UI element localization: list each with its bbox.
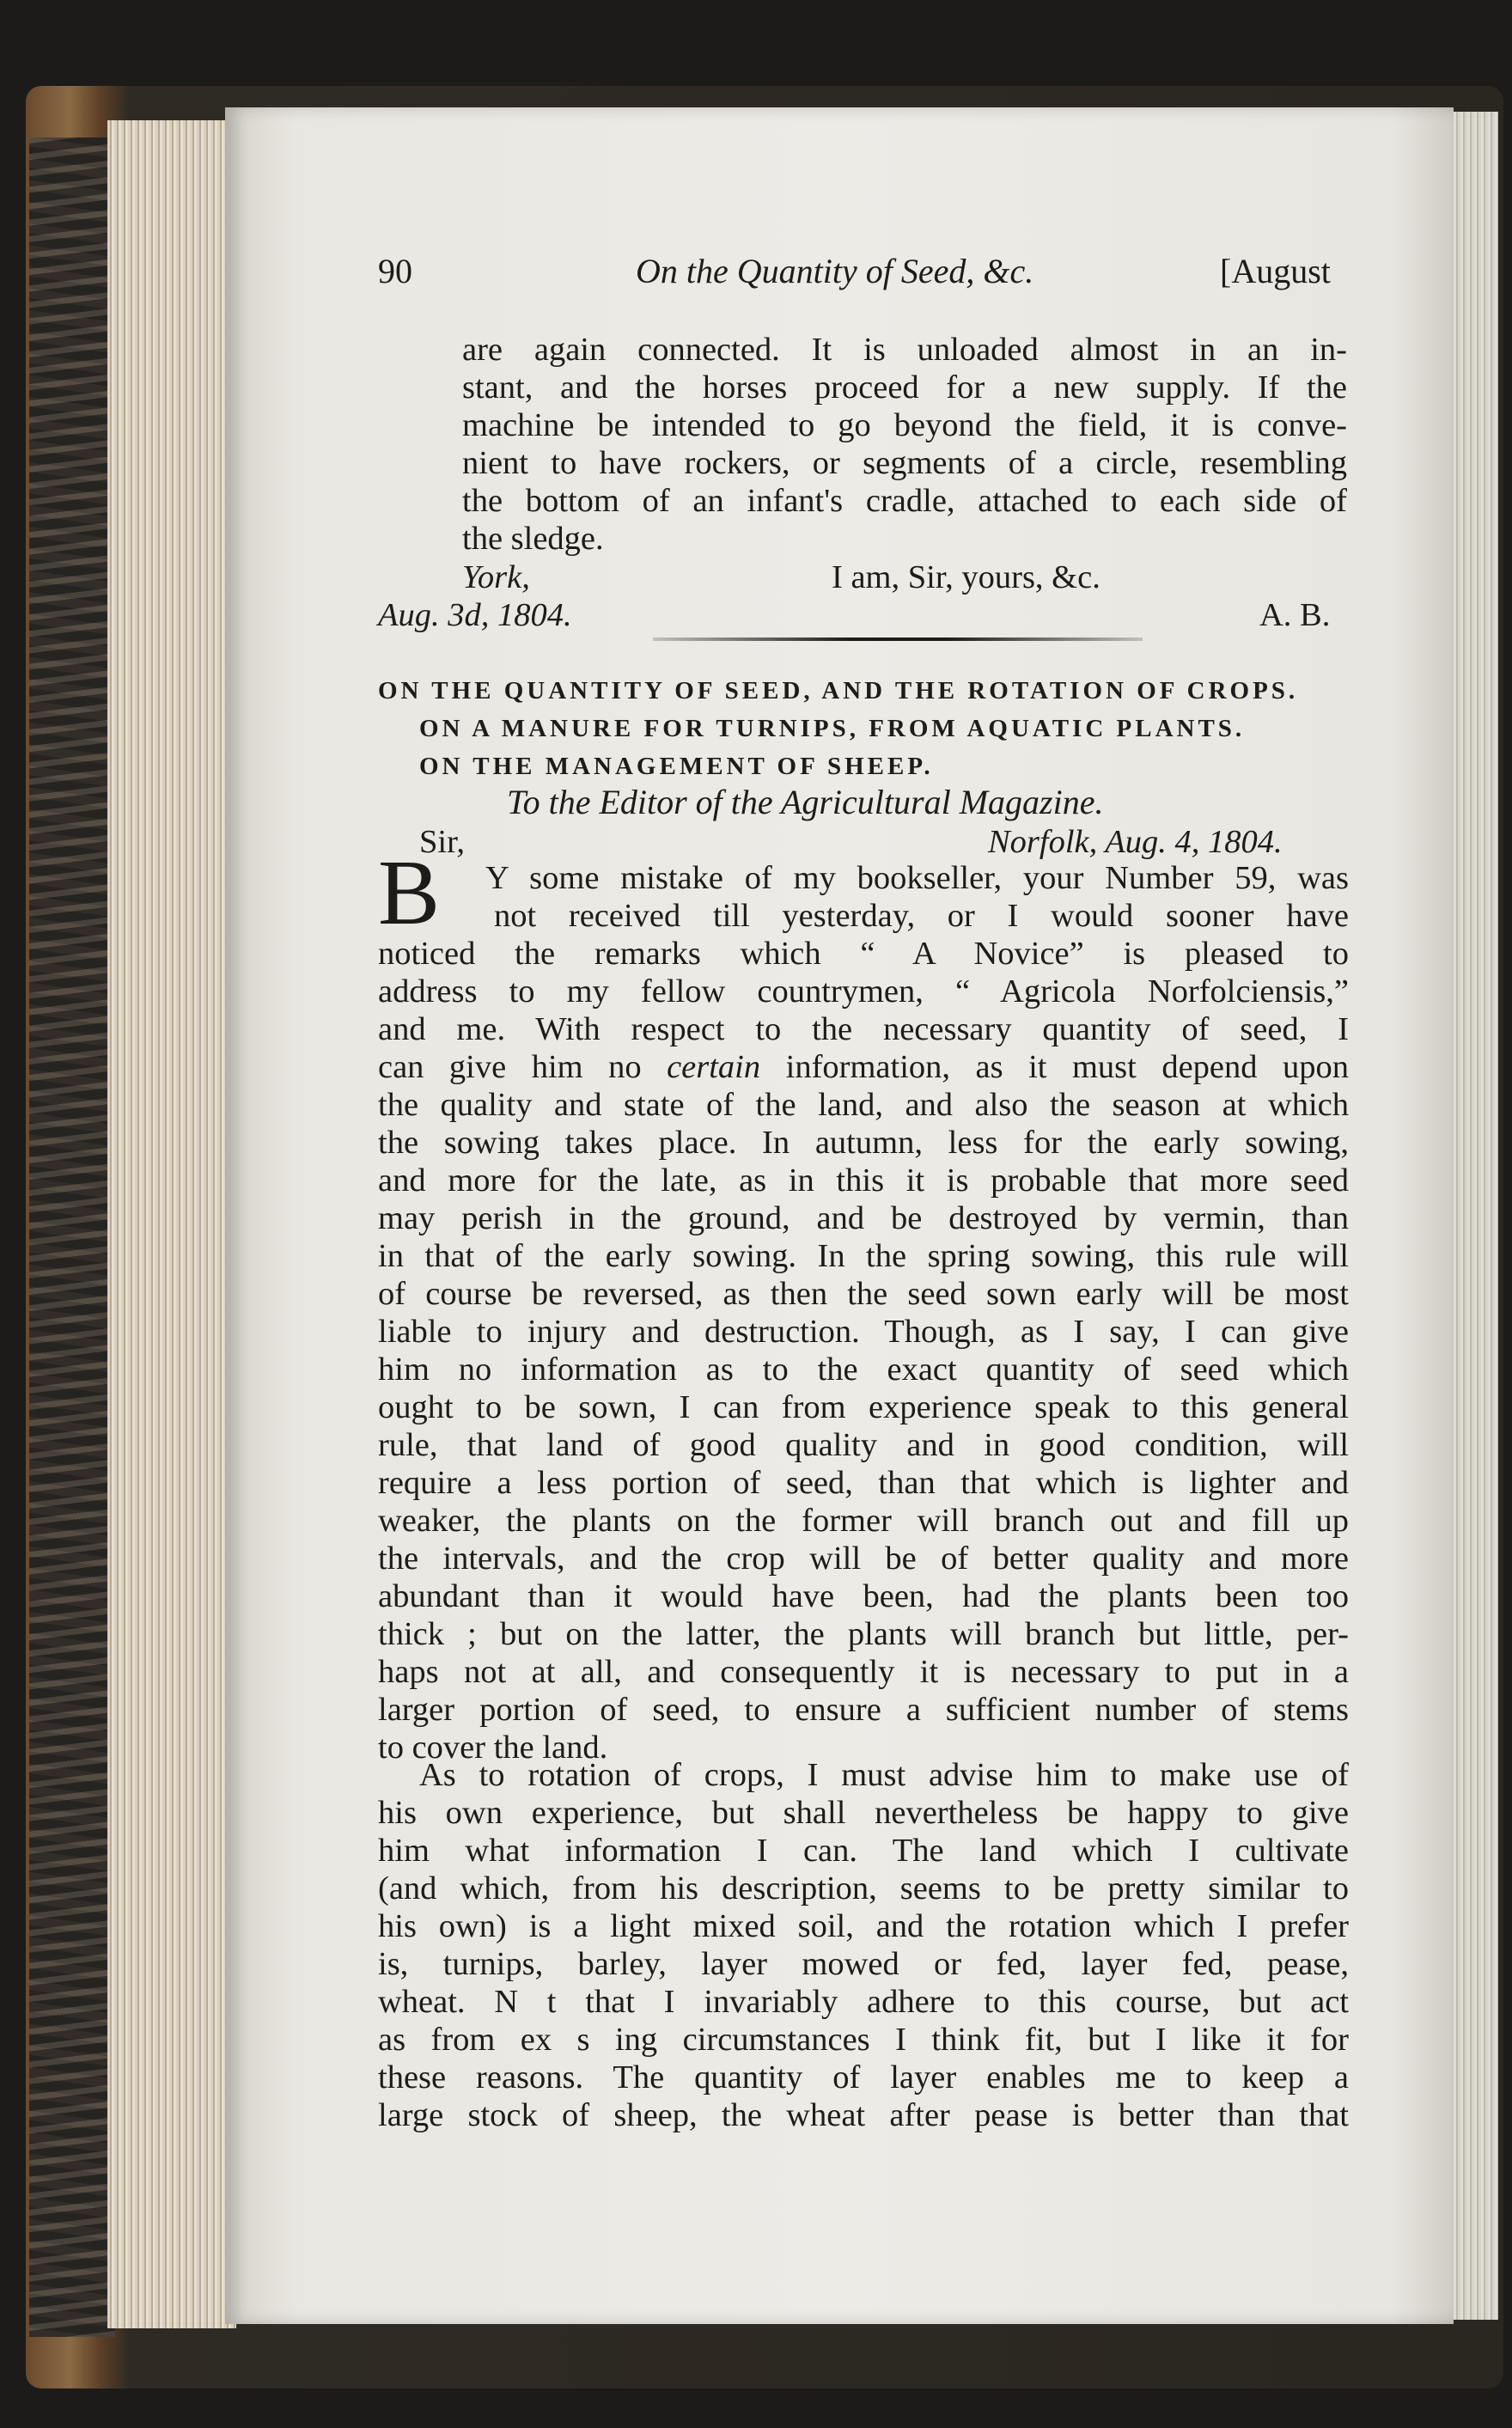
text-line: liable to injury and destruction. Though, as I say, I can give — [378, 1314, 1349, 1350]
text-line: (and which, from his description, seems to be pretty similar to — [378, 1870, 1349, 1906]
running-month: [August — [1220, 252, 1331, 290]
article-title-3: ON THE MANAGEMENT OF SHEEP. — [419, 753, 934, 780]
text-line: are again connected. It is unloaded almost in an in- — [462, 332, 1347, 368]
signoff-closing: I am, Sir, yours, &c. — [832, 559, 1100, 595]
page-number: 90 — [378, 252, 412, 290]
salutation: Sir, — [419, 824, 466, 860]
page-edges-right — [1454, 112, 1498, 2320]
text-line: abundant than it would have been, had the plants been too — [378, 1578, 1349, 1614]
text-line: stant, and the horses proceed for a new supply. If the — [462, 369, 1347, 406]
text-line: As to rotation of crops, I must advise him to make use of — [419, 1757, 1349, 1793]
marbled-endpaper — [29, 137, 115, 2337]
text-line: Y some mistake of my bookseller, your Number 59, was — [485, 860, 1349, 896]
text-line: the intervals, and the crop will be of better quality and more — [378, 1540, 1349, 1577]
text-line: in that of the early sowing. In the spring sowing, this rule will — [378, 1238, 1349, 1274]
text-line: machine be intended to go beyond the field, it is conve- — [462, 407, 1347, 443]
text-line: require a less portion of seed, than that which is lighter and — [378, 1465, 1349, 1501]
text-line: ought to be sown, I can from experience speak to this general — [378, 1389, 1349, 1425]
text-line: haps not at all, and consequently it is necessary to put in a — [378, 1654, 1349, 1690]
text-line: thick ; but on the latter, the plants will branch but little, per- — [378, 1616, 1349, 1652]
running-title: On the Quantity of Seed, &c. — [636, 252, 1034, 290]
text-line: his own) is a light mixed soil, and the rotation which I prefer — [378, 1908, 1349, 1944]
text-line: not received till yesterday, or I would sooner have — [494, 898, 1349, 934]
text-line: rule, that land of good quality and in good condition, will — [378, 1427, 1349, 1463]
text-line: his own experience, but shall nevertheless be happy to give — [378, 1795, 1349, 1831]
text-line: of course be reversed, as then the seed sown early will be most — [378, 1276, 1349, 1312]
section-divider — [653, 638, 1143, 641]
article-title-2: ON A MANURE FOR TURNIPS, FROM AQUATIC PLANTS. — [419, 715, 1246, 742]
text-line: weaker, the plants on the former will branch out and fill up — [378, 1503, 1349, 1539]
address-line: To the Editor of the Agricultural Magazine. — [507, 783, 1104, 821]
text-line: him what information I can. The land which I cultivate — [378, 1833, 1349, 1869]
text-line: address to my fellow countrymen, “ Agricola Norfolciensis,” — [378, 973, 1349, 1010]
drop-cap: B — [378, 842, 441, 944]
text-line: these reasons. The quantity of layer enables me to keep a — [378, 2059, 1349, 2096]
text-line: the sledge. — [462, 521, 604, 557]
text-line: large stock of sheep, the wheat after pease is better than that — [378, 2097, 1349, 2133]
text-line: noticed the remarks which “ A Novice” is pleased to — [378, 936, 1349, 972]
signoff-date: Aug. 3d, 1804. — [378, 597, 572, 633]
text-line: nient to have rockers, or segments of a circle, resembling — [462, 445, 1347, 481]
text-line: is, turnips, barley, layer mowed or fed, layer fed, pease, — [378, 1946, 1349, 1982]
text-line: the sowing takes place. In autumn, less for the early sowing, — [378, 1125, 1349, 1161]
dateline: Norfolk, Aug. 4, 1804. — [988, 824, 1283, 860]
text-line: him no information as to the exact quantity of seed which — [378, 1351, 1349, 1388]
text-line: and more for the late, as in this it is probable that more seed — [378, 1162, 1349, 1199]
signoff-place: York, — [462, 559, 530, 595]
text-line: to cover the land. — [378, 1729, 608, 1766]
text-line: the bottom of an infant's cradle, attached to each side of — [462, 483, 1347, 519]
text-line: can give him no certain information, as it must depend upon — [378, 1049, 1349, 1085]
text-line: the quality and state of the land, and also the season at which — [378, 1087, 1349, 1123]
signoff-initials: A. B. — [1259, 597, 1331, 633]
text-line: may perish in the ground, and be destroyed by vermin, than — [378, 1200, 1349, 1236]
text-line: wheat. N t that I invariably adhere to this course, but act — [378, 1984, 1349, 2020]
page-edges-left — [107, 120, 236, 2328]
article-title-1: ON THE QUANTITY OF SEED, AND THE ROTATION OF CROPS. — [378, 677, 1299, 705]
text-line: and me. With respect to the necessary quantity of seed, I — [378, 1011, 1349, 1047]
text-line: as from ex s ing circumstances I think fit, but I like it for — [378, 2022, 1349, 2058]
text-line: larger portion of seed, to ensure a sufficient number of stems — [378, 1692, 1349, 1728]
